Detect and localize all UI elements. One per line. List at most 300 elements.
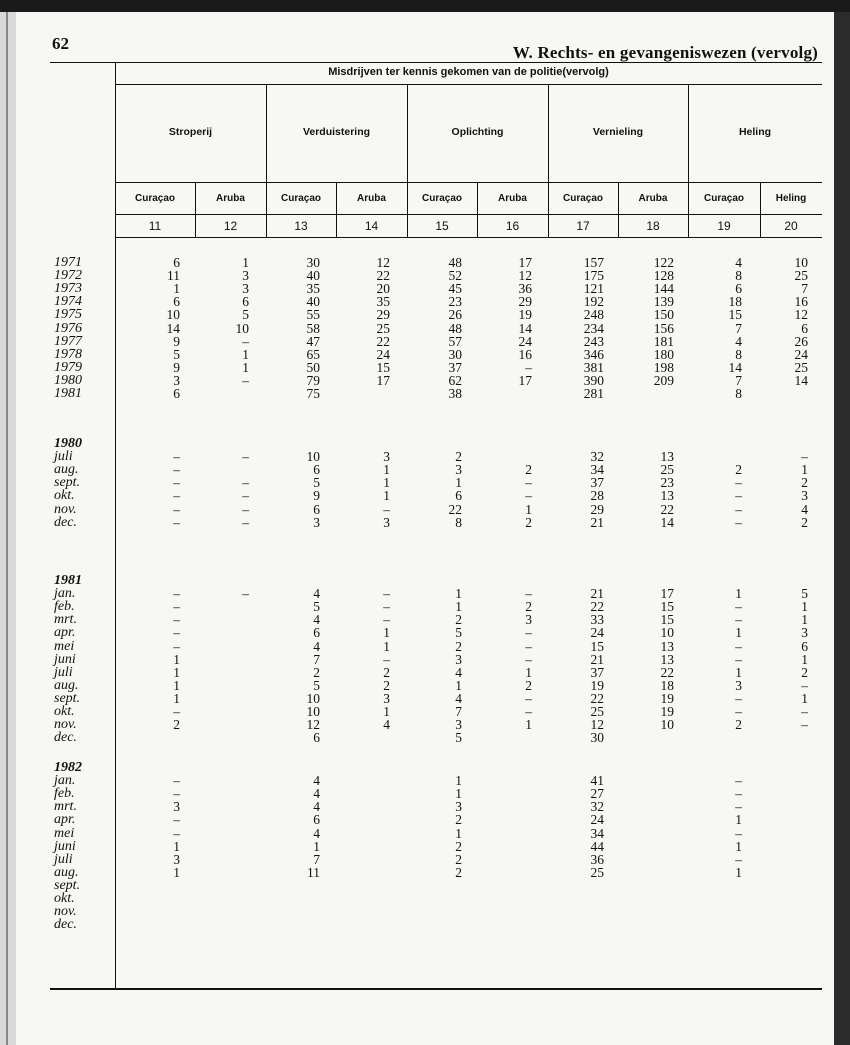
table-cell: 209 [653,372,674,388]
table-cell: 6 [801,638,808,654]
table-cell: 27 [590,786,604,802]
table-cell: 11 [167,268,180,284]
rule-group [115,182,822,183]
table-cell: 37 [448,359,462,375]
table-cell: 6 [313,812,320,828]
row-label: juli [54,449,73,465]
table-cell: 25 [376,320,390,336]
table-cell: 2 [735,462,742,478]
table-cell: 9 [173,333,180,349]
table-cell: – [242,501,249,517]
table-cell: 45 [448,281,462,297]
column-number: 15 [435,219,449,233]
table-cell: 7 [313,851,320,867]
table-cell: 14 [518,320,532,336]
table-cell: 48 [448,255,462,270]
row-label: mei [54,825,75,841]
table-cell: 1 [173,690,180,706]
row-label: okt. [54,488,75,504]
table-cell: 6 [313,462,320,478]
table-cell: 21 [590,586,604,602]
row-label: juni [54,838,76,854]
table-cell: 2 [735,717,742,733]
table-cell: 33 [590,612,604,628]
row-label: apr. [54,812,76,828]
table-cell: 23 [448,294,462,310]
table-cell: 1 [383,488,390,504]
table-cell: 4 [313,612,320,628]
table-cell: 156 [653,320,674,336]
table-cell: 1 [801,462,808,478]
table-cell: 1 [735,838,742,854]
column-number: 19 [717,219,731,233]
table-cell: 5 [242,307,249,323]
rule-top [50,62,822,63]
table-cell: 4 [455,664,462,680]
row-label: 1980 [54,372,82,388]
table-cell: 32 [590,799,604,815]
row-label: feb. [54,599,75,615]
table-cell: 6 [173,294,180,310]
row-label: aug. [54,864,79,880]
table-cell: 2 [173,717,180,733]
table-cell: 1 [383,704,390,719]
table-cell: – [173,612,180,628]
row-label: juni [54,651,76,667]
table-cell: 14 [794,372,808,388]
row-label: mei [54,638,75,654]
group-header-verduistering: Verduistering [302,126,371,138]
table-cell: 1 [735,864,742,880]
row-label: 1977 [54,333,82,349]
row-label: nov. [54,501,77,517]
table-cell: 8 [735,346,742,362]
table-cell: 12 [590,717,604,733]
table-cell: 41 [590,773,604,789]
table-cell: 22 [448,501,462,517]
table-cell: – [735,851,742,867]
row-label: apr. [54,625,76,641]
table-cell: 3 [383,449,390,465]
table-cell: 2 [525,599,532,615]
row-label: jan. [54,773,76,789]
table-cell: 198 [653,359,674,375]
table-cell: 28 [590,488,604,504]
table-cell: – [383,501,390,517]
table-cell: 19 [590,677,604,693]
table-cell: – [735,638,742,654]
table-cell: 29 [518,294,532,310]
table-cell: – [173,825,180,841]
table-cell: 1 [801,651,808,667]
table-cell: – [801,704,808,719]
table-cell: 2 [455,838,462,854]
table-cell: 7 [735,372,742,388]
table-cell: – [735,799,742,815]
table-cell: 157 [583,255,604,270]
table-cell: 6 [313,730,320,746]
row-label: 1974 [54,294,82,310]
table-cell: 22 [376,333,390,349]
table-cell: 15 [590,638,604,654]
table-cell: 13 [660,651,674,667]
table-cell: – [242,586,249,602]
table-cell: – [801,449,808,465]
table-cell: 1 [455,786,462,802]
table-cell: 36 [590,851,604,867]
table-cell: 15 [660,612,674,628]
table-cell: – [735,501,742,517]
table-cell: 1 [242,346,249,362]
row-label: aug. [54,462,79,478]
table-cell: 3 [383,514,390,530]
row-label: nov. [54,904,77,920]
table-cell: 22 [590,599,604,615]
table-cell: 3 [383,690,390,706]
table-cell: 14 [166,320,180,336]
row-label: mrt. [54,612,77,628]
table-cell: – [525,475,532,491]
table-cell: – [525,625,532,641]
table-cell: 248 [583,307,604,323]
table-cell: 18 [660,677,674,693]
row-label: juli [54,664,73,680]
table-cell: 36 [518,281,532,297]
row-label: 1972 [54,268,82,284]
row-label: okt. [54,704,75,719]
table-cell: 1 [242,359,249,375]
rule-bottom [50,988,822,990]
column-name: Aruba [498,193,527,204]
table-cell: 40 [306,268,320,284]
table-cell: 9 [173,359,180,375]
table-cell: 10 [306,449,320,465]
table-cell: 3 [801,488,808,504]
table-cell: – [525,690,532,706]
table-cell: 10 [166,307,180,323]
table-cell: 19 [518,307,532,323]
table-cell: – [801,717,808,733]
rule-caption [115,84,822,85]
table-cell: 1 [801,690,808,706]
table-cell: 13 [660,488,674,504]
table-cell: 3 [173,851,180,867]
table-cell: 25 [794,359,808,375]
table-cell: 10 [794,255,808,270]
table-cell: 1 [735,812,742,828]
scan-edge-top [0,0,850,12]
row-label: sept. [54,475,81,491]
table-cell: 381 [583,359,604,375]
table-cell: – [173,704,180,719]
table-cell: 50 [306,359,320,375]
table-cell: 24 [518,333,532,349]
table-cell: 25 [660,462,674,478]
table-cell: 139 [653,294,674,310]
table-cell: 26 [448,307,462,323]
table-cell: 1 [173,864,180,880]
row-label: aug. [54,677,79,693]
group-divider [266,84,267,237]
row-label: dec. [54,514,77,530]
table-cell: 14 [728,359,742,375]
table-cell: 2 [383,664,390,680]
table-cell: 6 [173,255,180,270]
table-cell: – [525,704,532,719]
row-label: mrt. [54,799,77,815]
page-number: 62 [52,34,69,53]
table-cell: 22 [660,501,674,517]
table-cell: 10 [660,717,674,733]
table-cell: – [735,651,742,667]
table-cell: – [735,514,742,530]
table-cell: 37 [590,475,604,491]
table-cell: 5 [313,475,320,491]
table-cell: 6 [173,386,180,401]
table-cell: 14 [660,514,674,530]
table-cell: 3 [173,372,180,388]
table-cell: 12 [306,717,320,733]
table-cell: 150 [653,307,674,323]
table-cell: 175 [583,268,604,284]
row-label: feb. [54,786,75,802]
table-cell: 1 [735,586,742,602]
table-cell: 4 [313,799,320,815]
table-cell: 48 [448,320,462,336]
table-cell: 4 [313,773,320,789]
table-cell: – [735,475,742,491]
table-cell: 29 [376,307,390,323]
column-name: Aruba [216,193,245,204]
table-cell: 55 [306,307,320,323]
table-cell: 181 [653,333,674,349]
table-cell: 35 [306,281,320,297]
row-label: 1975 [54,307,82,323]
table-cell: 8 [735,386,742,401]
group-divider [688,84,689,237]
table-cell: 2 [525,677,532,693]
table-cell: 9 [313,488,320,504]
book-gutter-left [0,12,17,1045]
table-cell: 65 [306,346,320,362]
table-cell: – [801,677,808,693]
table-cell: 1 [455,586,462,602]
table-cell: 30 [306,255,320,270]
table-cell: 346 [583,346,604,362]
table-cell: 57 [448,333,462,349]
table-cell: – [525,488,532,504]
table-cell: 23 [660,475,674,491]
table-cell: 2 [525,514,532,530]
table-cell: 2 [455,864,462,880]
table-cell: – [735,690,742,706]
table-cell: 10 [306,704,320,719]
table-cell: – [735,704,742,719]
table-cell: 75 [306,386,320,401]
column-name: Curaçao [562,193,603,204]
table-cell: 13 [660,638,674,654]
table-cell: 10 [660,625,674,641]
table-cell: 24 [376,346,390,362]
table-cell: – [525,651,532,667]
table-cell: 22 [660,664,674,680]
table-cell: 2 [455,612,462,628]
table-cell: 22 [376,268,390,284]
table-cell: 4 [735,333,742,349]
table-cell: – [735,612,742,628]
table-cell: 6 [313,501,320,517]
table-cell: 2 [525,462,532,478]
section-year-label: 1981 [54,573,82,588]
group-header-oplichting: Oplichting [451,126,504,138]
column-name: Curaçao [280,193,321,204]
table-cell: – [173,462,180,478]
table-cell: 144 [653,281,674,297]
table-cell: 5 [313,599,320,615]
table-cell: – [242,372,249,388]
table-cell: 40 [306,294,320,310]
table-cell: 4 [313,586,320,602]
column-number: 17 [576,219,590,233]
table-cell: 4 [455,690,462,706]
table-cell: 7 [735,320,742,336]
row-label: 1978 [54,346,82,362]
row-label: jan. [54,586,76,602]
table-cell: 30 [448,346,462,362]
table-cell: 25 [590,864,604,880]
section-year-label: 1982 [54,760,82,775]
table-cell: 17 [518,255,532,270]
table-cell: – [242,475,249,491]
table-cell: 5 [801,586,808,602]
table-cell: – [173,638,180,654]
column-number: 12 [223,219,238,233]
table-cell: 1 [801,612,808,628]
table-cell: – [383,651,390,667]
table-cell: 1 [242,255,249,270]
table-cell: 3 [455,462,462,478]
row-label: 1979 [54,359,82,375]
column-name: Curaçao [703,193,744,204]
table-cell: 18 [728,294,742,310]
section-year-label: 1980 [54,436,82,451]
table-cell: 21 [590,514,604,530]
table-cell: – [383,599,390,615]
column-name: Curaçao [421,193,462,204]
table-cell: 3 [455,651,462,667]
table-cell: 16 [518,346,532,362]
table-cell: 25 [590,704,604,719]
table-cell: 2 [455,851,462,867]
row-label: nov. [54,717,77,733]
table-cell: 5 [455,730,462,746]
table-cell: 1 [383,638,390,654]
table-cell: 19 [660,690,674,706]
row-label: sept. [54,877,81,893]
column-name: Aruba [357,193,386,204]
row-label: 1973 [54,281,82,297]
table-cell: 22 [590,690,604,706]
table-cell: 35 [376,294,390,310]
table-cell: 11 [307,864,320,880]
table-cell: 1 [173,677,180,693]
table-cell: 2 [801,514,808,530]
table-cell: 2 [313,664,320,680]
table-cell: 4 [313,825,320,841]
table-cell: 4 [801,501,808,517]
table-cell: 7 [801,281,808,297]
table-cell: 4 [735,255,742,270]
table-cell: 1 [455,475,462,491]
group-divider [407,84,408,237]
table-cell: 1 [313,838,320,854]
table-cell: 1 [525,717,532,733]
table-cell: 1 [525,664,532,680]
column-number: 18 [646,219,660,233]
table-cell: 17 [376,372,390,388]
rule-colnames [115,214,822,215]
row-label: 1976 [54,320,82,336]
table-cell: 234 [583,320,604,336]
table-cell: 15 [660,599,674,615]
table-cell: – [173,599,180,615]
table-cell: 24 [590,812,604,828]
table-cell: 15 [376,359,390,375]
table-cell: – [735,773,742,789]
table-cell: 17 [660,586,674,602]
table-cell: 1 [455,825,462,841]
column-name: Curaçao [134,193,175,204]
table-cell: 32 [590,449,604,465]
table-cell: 7 [313,651,320,667]
table-cell: 34 [590,825,604,841]
table-cell: 121 [583,281,604,297]
table-cell: – [525,359,532,375]
table-cell: 16 [794,294,808,310]
table-cell: 12 [518,268,532,284]
table-cell: 3 [525,612,532,628]
table-cell: 4 [313,786,320,802]
column-number: 16 [505,219,520,233]
table-cell: – [242,488,249,504]
table-cell: 1 [173,664,180,680]
table-cell: 1 [735,664,742,680]
table-cell: 47 [306,333,320,349]
table-cell: 1 [525,501,532,517]
table-cell: – [525,586,532,602]
table-cell: – [242,449,249,465]
table-cell: – [173,475,180,491]
group-header-stroperij: Stroperij [168,126,213,138]
table-cell: 2 [801,475,808,491]
table-cell: – [173,514,180,530]
table-cell: 6 [801,320,808,336]
column-name: Aruba [638,193,668,204]
table-cell: 29 [590,501,604,517]
table-cell: 38 [448,386,462,401]
table-cell: 1 [173,651,180,667]
table-cell: 5 [313,677,320,693]
table-cell: 3 [173,799,180,815]
table-cell: – [173,449,180,465]
table-cell: 52 [448,268,462,284]
table-cell: 180 [653,346,674,362]
table-cell: 6 [313,625,320,641]
table-cell: 3 [242,268,249,284]
table-cell: – [173,786,180,802]
column-number: 20 [784,219,798,233]
table-cell: 3 [242,281,249,297]
